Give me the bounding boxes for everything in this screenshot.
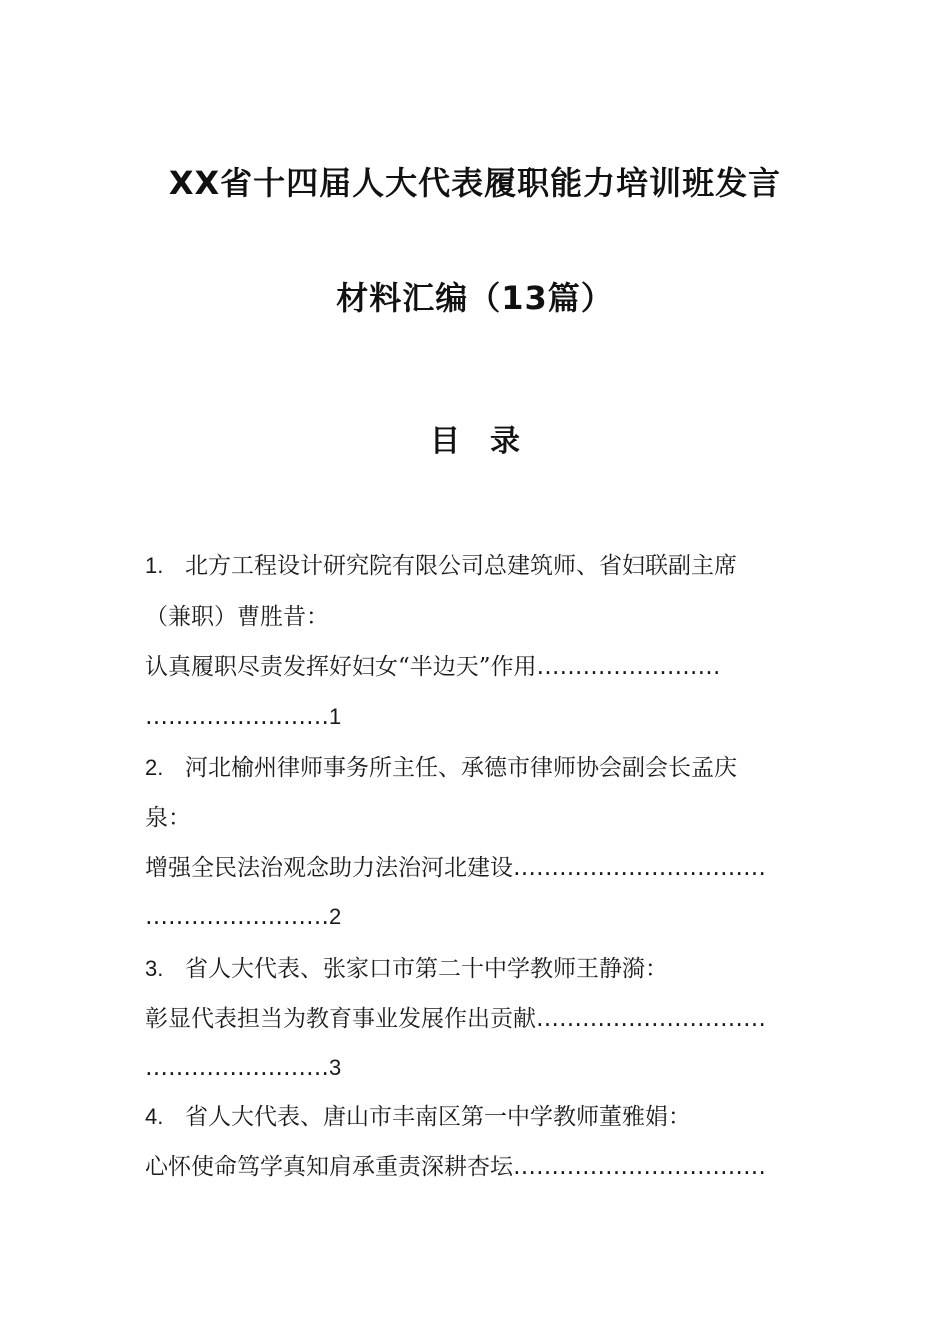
toc-entry-speaker: 省人大代表、张家口市第二十中学教师王静漪： bbox=[185, 956, 668, 982]
toc-entry-2-speaker-line1 bbox=[145, 753, 737, 783]
toc-entry-2-speaker-line2: 泉： bbox=[145, 805, 191, 831]
toc-entry-number: 2. bbox=[145, 755, 164, 780]
toc-heading-char1: 目 bbox=[430, 424, 460, 459]
toc-entry-2-page-line[interactable] bbox=[145, 902, 341, 932]
toc-entry-3-title-line[interactable] bbox=[145, 1004, 766, 1034]
toc-entry-1-speaker-line2: （兼职）曹胜昔： bbox=[145, 604, 329, 630]
toc-entry-number: 4. bbox=[145, 1104, 164, 1129]
toc-entry-1-page-line[interactable] bbox=[145, 702, 341, 732]
toc-entry-1-speaker-line1 bbox=[145, 551, 737, 581]
document-title-line1: XX省十四届人大代表履职能力培训班发言 bbox=[168, 164, 782, 202]
document-title-line2: 材料汇编（13篇） bbox=[336, 279, 614, 317]
toc-page-number: 3 bbox=[329, 1055, 342, 1080]
toc-entry-4-speaker-line1 bbox=[145, 1102, 691, 1132]
toc-entry-speaker: 河北榆州律师事务所主任、承德市律师协会副会长孟庆 bbox=[185, 755, 737, 781]
toc-entry-number: 3. bbox=[145, 956, 164, 981]
toc-entry-1-title-line[interactable] bbox=[145, 652, 721, 682]
toc-entry-title: 心怀使命笃学真知肩承重责深耕杏坛 bbox=[145, 1154, 513, 1180]
toc-entry-number: 1. bbox=[145, 553, 164, 578]
toc-entry-title: 彰显代表担当为教育事业发展作出贡献 bbox=[145, 1006, 536, 1032]
toc-entry-3-page-line[interactable] bbox=[145, 1053, 341, 1083]
toc-leader-dots: …………………… bbox=[145, 704, 329, 730]
toc-entry-speaker: 省人大代表、唐山市丰南区第一中学教师董雅娟： bbox=[185, 1104, 691, 1130]
toc-entry-3-speaker-line1 bbox=[145, 954, 668, 984]
toc-heading-char2: 录 bbox=[490, 424, 520, 459]
toc-leader-dots: …………………………… bbox=[513, 855, 766, 881]
toc-page-number: 1 bbox=[329, 704, 342, 729]
toc-entry-2-title-line[interactable] bbox=[145, 853, 766, 883]
toc-heading bbox=[0, 416, 950, 460]
toc-leader-dots: …………………………… bbox=[513, 1154, 766, 1180]
toc-entry-4-title-line[interactable] bbox=[145, 1152, 766, 1182]
toc-leader-dots: …………………… bbox=[145, 904, 329, 930]
toc-entry-speaker: 北方工程设计研究院有限公司总建筑师、省妇联副主席 bbox=[185, 553, 737, 579]
toc-leader-dots: …………………… bbox=[145, 1055, 329, 1081]
toc-leader-dots: ………………………… bbox=[536, 1006, 766, 1032]
toc-page-number: 2 bbox=[329, 904, 342, 929]
toc-leader-dots: …………………… bbox=[536, 654, 721, 680]
toc-entry-title: 增强全民法治观念助力法治河北建设 bbox=[145, 855, 513, 881]
toc-entry-title: 认真履职尽责发挥好妇女“半边天”作用 bbox=[145, 654, 537, 680]
